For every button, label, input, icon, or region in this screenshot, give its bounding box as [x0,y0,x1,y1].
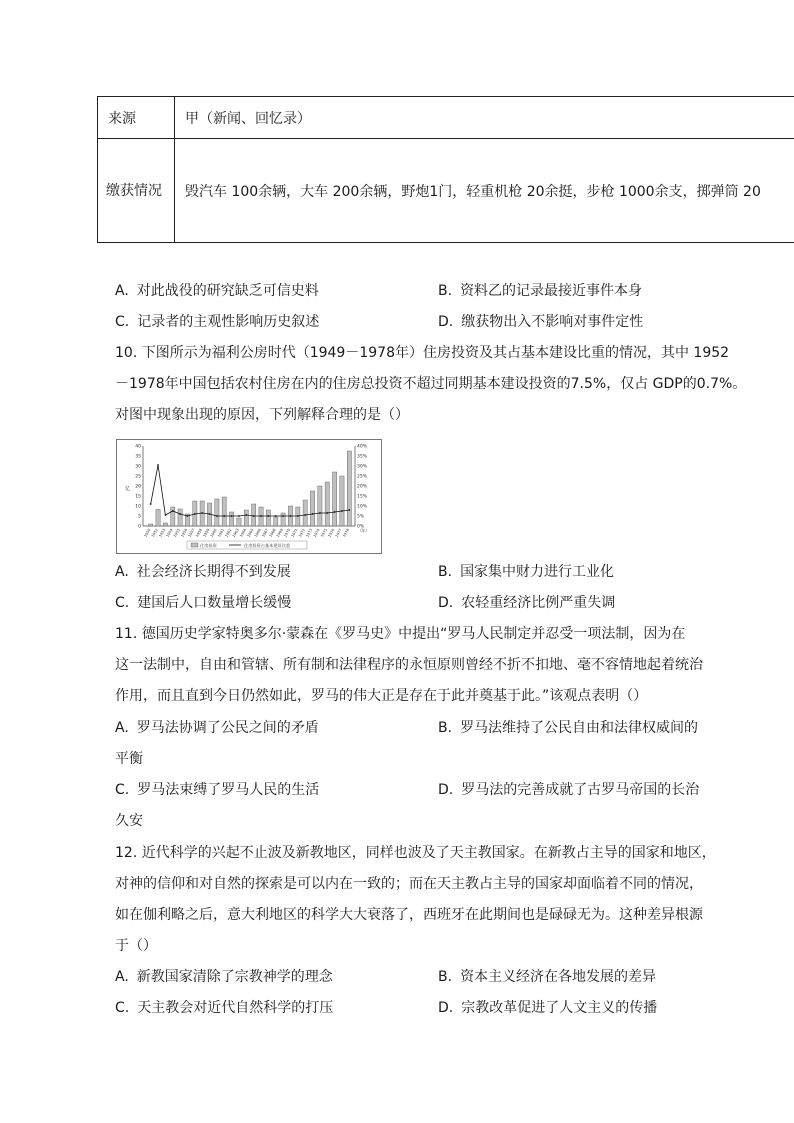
x-tick-label: 1960 [209,528,218,538]
q12-stem-line3: 如在伽利略之后，意大利地区的科学大大衰落了，西班牙在此期间也是碌碌无为。这种差异根源 [115,907,703,923]
x-tick-label: 1950 [143,528,152,538]
x-tick-label: 1961 [217,528,226,538]
table-cell: 甲（新闻、回忆录） [175,97,794,139]
q9-option-b: B. 资料乙的记录最接近事件本身 [438,283,643,299]
q12-stem-line4: 于（） [115,938,157,954]
q10-stem-line3: 对图中现象出现的原因，下列解释合理的是（） [115,407,409,423]
x-tick-label: 1956 [180,528,189,538]
x-tick-label: 1962 [224,528,233,538]
y-tick-label: 10 [135,504,141,510]
x-tick-label: 1974 [312,528,321,538]
line-point [304,514,306,516]
q12-option-a: A. 新教国家清除了宗教神学的理念 [115,969,333,985]
y2-tick-label: 35% [357,454,368,460]
q10-option-c: C. 建国后人口数量增长缓慢 [115,595,292,611]
x-tick-label: 1971 [290,528,299,538]
bar [229,512,233,526]
bar [149,524,153,526]
line-point [201,512,203,514]
line-point [297,515,299,517]
q11-option-b: B. 罗马法维持了公民自由和法律权威间的 [438,720,699,736]
x-tick-label: 1963 [231,528,240,538]
x-tick-label: 1957 [187,528,196,538]
q12-stem-line2: 对神的信仰和对自然的探索是可以内在一致的；而在天主教占主导的国家却面临着不同的情况， [115,876,703,892]
line-point [290,515,292,517]
line-point [341,510,343,512]
source-table [97,96,794,243]
q11-option-d-continued: 久安 [115,813,143,829]
bar [347,451,351,526]
y2-tick-label: 25% [357,474,368,480]
x-tick-label: 1967 [261,528,270,538]
line-point [150,503,152,505]
bar [178,509,182,526]
q12-stem-line1: 12. 近代科学的兴起不止波及新教地区，同样也波及了天主教国家。在新教占主导的国家和地区， [115,845,716,861]
x-tick-label: 1970 [283,528,292,538]
legend-label-bar: 住房投资 [200,543,217,548]
x-tick-label: 1977 [334,528,343,538]
q9-option-c: C. 记录者的主观性影响历史叙述 [115,314,320,330]
y-tick-label: 35 [135,454,141,460]
bar [163,523,167,526]
line-point [164,514,166,516]
bar [274,517,278,526]
q11-stem-line3: 作用，而且直到今日仍然如此，罗马的伟大正是存在于此并奠基于此。”该观点表明（） [115,688,648,704]
y2-tick-label: 30% [357,464,368,470]
x-tick-label: 1975 [320,528,329,538]
line-point [275,515,277,517]
x-tick-label: 1954 [165,528,174,538]
line-point [282,515,284,517]
x-tick-label: 1952 [150,528,159,538]
q10-stem-line1: 10. 下图所示为福利公房时代（1949－1978年）住房投资及其占基本建设比重的情况，其中 1952 [115,345,730,361]
x-tick-label: 1955 [172,528,181,538]
q12-option-c: C. 天主教会对近代自然科学的打压 [115,1000,334,1016]
y-tick-label: 40 [135,444,141,450]
bar [332,472,336,526]
x-tick-label: 1973 [305,528,314,538]
line-point [179,513,181,515]
y2-tick-label: 15% [357,494,368,500]
line-point [348,509,350,511]
x-tick-label: 1958 [195,528,204,538]
bar [156,509,160,526]
bar [303,500,307,526]
bar [318,486,322,526]
line-point [312,513,314,515]
line-point [194,513,196,515]
x-tick-label: 1968 [268,528,277,538]
q11-stem-line1: 11. 德国历史学家特奥多尔·蒙森在《罗马史》中提出“罗马人民制定并忍受一项法制，因为在 [115,626,686,642]
q11-option-d: D. 罗马法的完善成就了古罗马帝国的长治 [438,782,700,798]
y-tick-label: 0 [138,524,141,530]
q11-option-c: C. 罗马法束缚了罗马人民的生活 [115,782,320,798]
legend-bar-swatch [191,543,198,547]
bar [281,513,285,526]
y-tick-label: 15 [135,494,141,500]
y-axis-label: 亿 [125,486,131,492]
bar [325,482,329,526]
bar [252,504,256,526]
table-cell-head: 缴获情况 [98,139,175,243]
y2-tick-label: 20% [357,484,368,490]
line-point [260,515,262,517]
bar [171,507,175,526]
x-tick-label: 1964 [239,528,248,538]
line-point [223,515,225,517]
q10-option-a: A. 社会经济长期得不到发展 [115,564,291,580]
line-point [216,515,218,517]
bar [215,499,219,526]
bar [244,510,248,526]
q9-option-d: D. 缴获物出入不影响对事件定性 [438,314,644,330]
q10-option-d: D. 农轻重经济比例严重失调 [438,595,616,611]
x-tick-label: 1972 [298,528,307,538]
bar [310,491,314,526]
line-point [326,512,328,514]
x-tick-label: 1966 [253,528,262,538]
y-tick-label: 5 [138,514,141,520]
line-point [334,511,336,513]
x-tick-label: 1965 [246,528,255,538]
bar [340,476,344,526]
y2-tick-label: 0% [357,524,365,530]
line-point [172,510,174,512]
chart-svg [117,440,381,553]
line-point [231,515,233,517]
x-tick-label: 1959 [202,528,211,538]
q10-stem-line2: －1978年中国包括农村住房在内的住房总投资不超过同期基本建设投资的7.5%，仅占 GDP的0.7%。 [115,376,747,392]
x-tick-label: 1978 [342,528,351,538]
bar [237,518,241,526]
x-tick-label: 1976 [327,528,336,538]
line-point [253,515,255,517]
bar [266,510,270,526]
line-point [187,515,189,517]
line-point [209,513,211,515]
table-cell-head: 来源 [98,97,175,139]
y-tick-label: 25 [135,474,141,480]
line-point [157,464,159,466]
y2-tick-label: 40% [357,444,368,450]
line-point [238,515,240,517]
line-point [319,512,321,514]
table-row [98,97,794,139]
q12-option-d: D. 宗教改革促进了人文主义的传播 [438,1000,658,1016]
housing-investment-chart [116,439,382,554]
q11-option-a: A. 罗马法协调了公民之间的矛盾 [115,720,319,736]
y-tick-label: 30 [135,464,141,470]
x-tick-label: 1953 [158,528,167,538]
y2-tick-label: 5% [357,514,365,520]
table-row [98,139,794,243]
q11-option-b-continued: 平衡 [115,751,143,767]
x-unit-label: （年） [358,528,370,533]
line-point [267,515,269,517]
x-tick-label: 1969 [275,528,284,538]
legend-label-line: 住房投资占基本建设比重 [244,543,291,548]
q9-option-a: A. 对此战役的研究缺乏可信史料 [115,283,319,299]
y2-tick-label: 10% [357,504,368,510]
q12-option-b: B. 资本主义经济在各地发展的差异 [438,969,657,985]
line-point [245,514,247,516]
q10-option-b: B. 国家集中财力进行工业化 [438,564,615,580]
bar [222,497,226,526]
table-cell: 毁汽车 100余辆，大车 200余辆，野炮1门，轻重机枪 20余挺，步枪 1000余支，掷弹筒 20 [175,139,794,243]
y-tick-label: 20 [135,484,141,490]
q11-stem-line2: 这一法制中，自由和管辖、所有制和法律程序的永恒原则曾经不折不扣地、毫不容情地起着统治 [115,657,703,673]
